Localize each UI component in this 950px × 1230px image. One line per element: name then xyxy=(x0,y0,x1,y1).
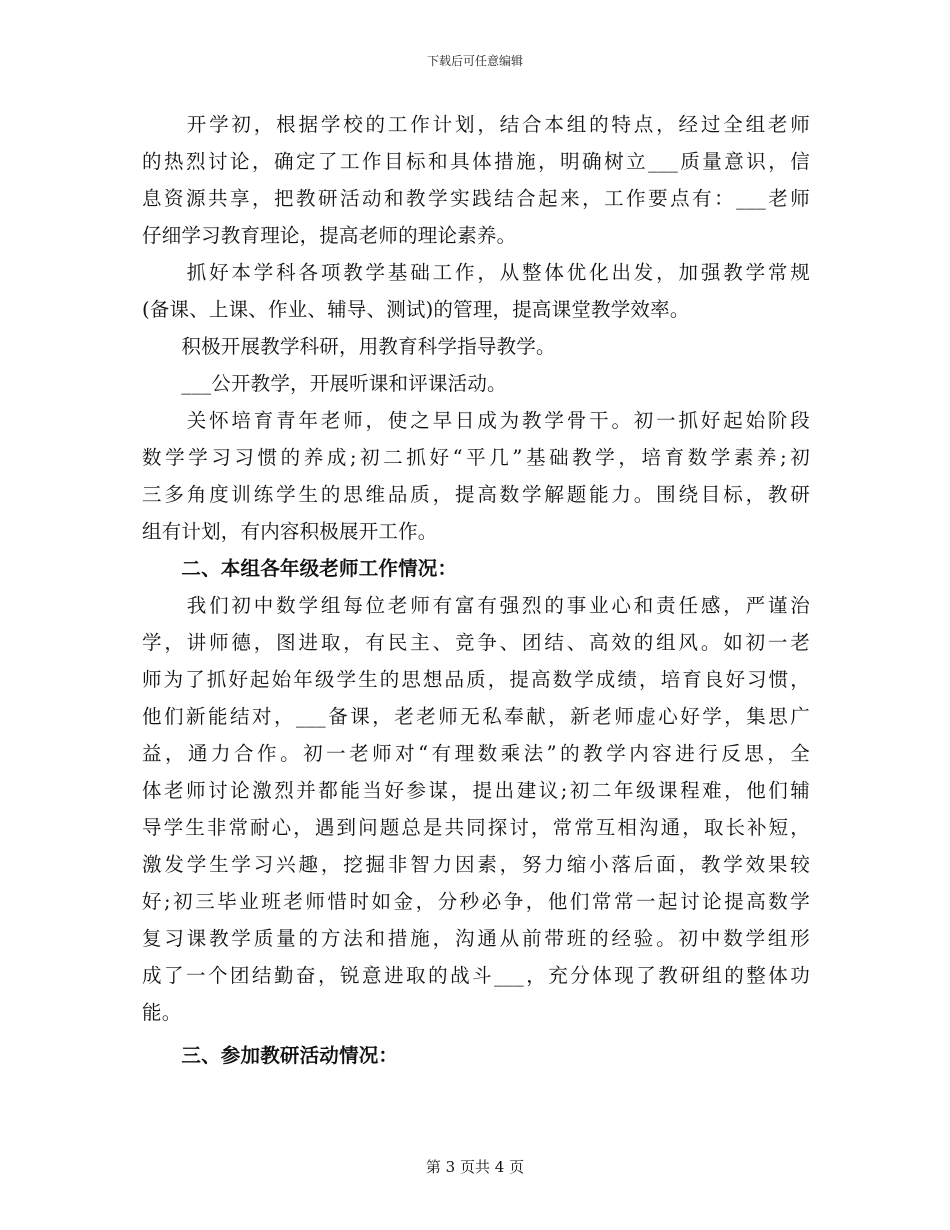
text-line: 我们初中数学组每位老师有富有强烈的事业心和责任感，严谨治 xyxy=(142,594,810,617)
text-line: 学，讲师德，图进取，有民主、竞争、团结、高效的组风。如初一老 xyxy=(142,631,810,654)
text-line: 数学学习习惯的养成;初二抓好“平几”基础教学，培育数学素养;初 xyxy=(142,446,810,469)
section-heading: 二、本组各年级老师工作情况： xyxy=(142,557,458,580)
text-line: 复习课教学质量的方法和措施，沟通从前带班的经验。初中数学组形 xyxy=(142,927,810,950)
text-line: 仔细学习教育理论，提高老师的理论素养。 xyxy=(142,224,517,247)
text-line: 三多角度训练学生的思维品质，提高数学解题能力。围绕目标，教研 xyxy=(142,483,810,506)
text-line: 抓好本学科各项教学基础工作，从整体优化出发，加强教学常规 xyxy=(142,261,810,284)
text-line: 体老师讨论激烈并都能当好参谋，提出建议;初二年级课程难，他们辅 xyxy=(142,779,810,802)
text-line: 开学初，根据学校的工作计划，结合本组的特点，经过全组老师 xyxy=(142,113,810,136)
page-footer: 第 3 页共 4 页 xyxy=(425,1158,525,1176)
text-line: 组有计划，有内容积极展开工作。 xyxy=(142,520,438,543)
document-body xyxy=(142,106,810,1074)
text-line: 积极开展教学科研，用教育科学指导教学。 xyxy=(142,335,556,358)
text-line: 关怀培育青年老师，使之早日成为教学骨干。初一抓好起始阶段 xyxy=(142,409,810,432)
text-line: 的热烈讨论，确定了工作目标和具体措施，明确树立___质量意识，信 xyxy=(142,150,810,173)
text-line: 息资源共享，把教研活动和教学实践结合起来，工作要点有：___老师 xyxy=(142,187,810,210)
text-line: 导学生非常耐心，遇到问题总是共同探讨，常常互相沟通，取长补短， xyxy=(142,816,810,839)
text-line: 激发学生学习兴趣，挖掘非智力因素，努力缩小落后面，教学效果较 xyxy=(142,853,810,876)
text-line: ___公开教学，开展听课和评课活动。 xyxy=(142,372,507,395)
text-line: (备课、上课、作业、辅导、测试)的管理，提高课堂教学效率。 xyxy=(142,298,690,321)
text-line: 好;初三毕业班老师惜时如金，分秒必争，他们常常一起讨论提高数学 xyxy=(142,890,810,913)
section-heading: 三、参加教研活动情况： xyxy=(142,1044,399,1067)
text-line: 他们新能结对，___备课，老老师无私奉献，新老师虚心好学，集思广 xyxy=(142,705,810,728)
text-line: 成了一个团结勤奋，锐意进取的战斗___，充分体现了教研组的整体功 xyxy=(142,964,810,987)
text-line: 能。 xyxy=(142,1001,182,1024)
page-header: 下载后可任意编辑 xyxy=(426,54,523,68)
text-line: 师为了抓好起始年级学生的思想品质，提高数学成绩，培育良好习惯， xyxy=(142,668,810,691)
text-line: 益，通力合作。初一老师对“有理数乘法”的教学内容进行反思，全 xyxy=(142,742,810,765)
